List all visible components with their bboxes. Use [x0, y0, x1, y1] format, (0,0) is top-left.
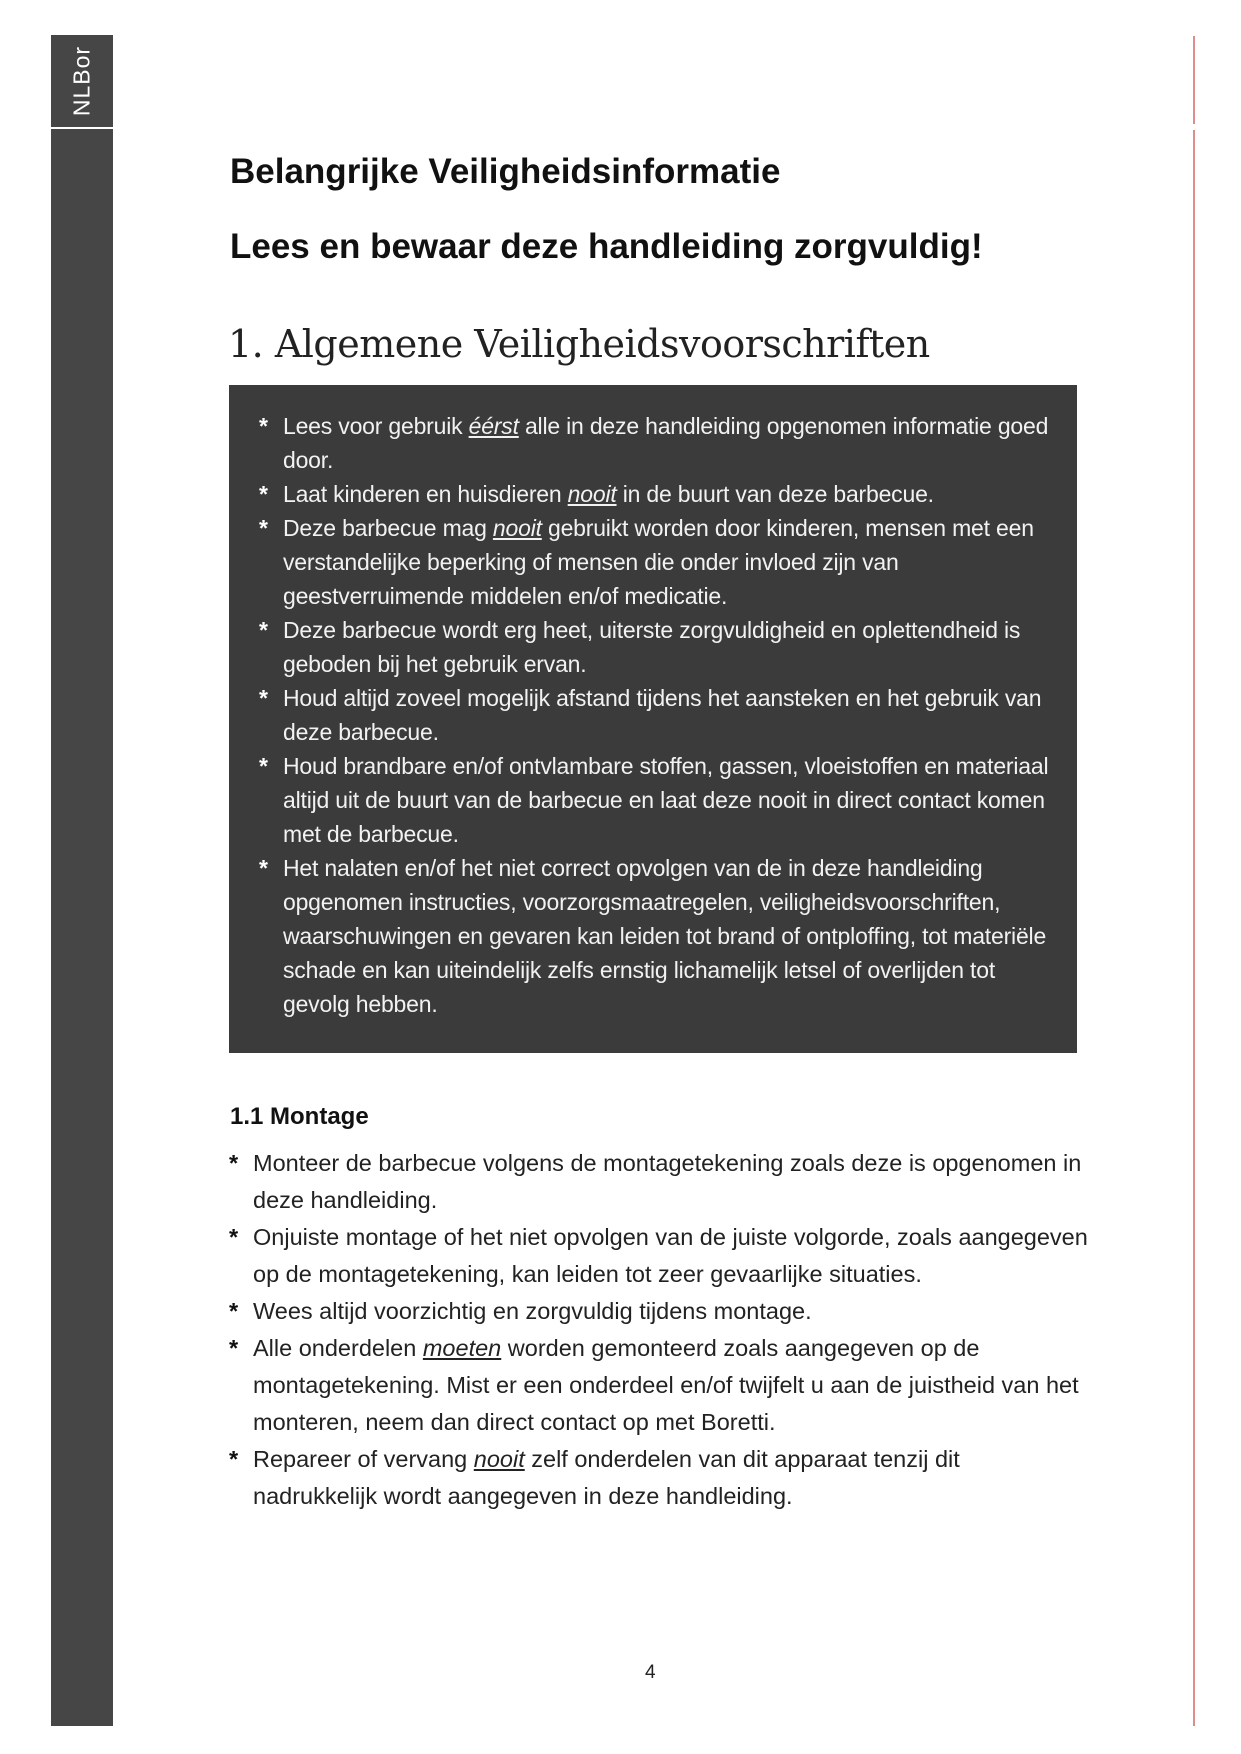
list-item: [229, 1293, 1089, 1330]
emphasis-word: nooit: [473, 1446, 525, 1472]
list-item-text: Alle onderdelen: [253, 1335, 423, 1361]
bullet-star-icon: *: [259, 685, 268, 711]
montage-rules-list: [229, 1145, 1089, 1515]
bullet-star-icon: *: [229, 1298, 239, 1324]
list-item: [259, 409, 1059, 477]
page-title: Belangrijke Veiligheidsinformatie: [230, 152, 781, 191]
right-margin-line: [1193, 36, 1195, 1726]
emphasis-word: nooit: [492, 515, 542, 541]
bullet-star-icon: *: [259, 481, 268, 507]
list-item: [259, 613, 1059, 681]
list-item: [259, 749, 1059, 851]
bullet-star-icon: *: [229, 1335, 239, 1361]
list-item: [259, 477, 1059, 511]
bullet-star-icon: *: [229, 1150, 239, 1176]
list-item: [229, 1219, 1089, 1293]
list-item-text: Deze barbecue mag: [283, 515, 493, 541]
list-item-text: zelf onderdelen van dit apparaat tenzij dit nadrukkelijk wordt aangegeven in deze handleiding.: [253, 1446, 960, 1509]
section-heading-montage: 1.1 Montage: [230, 1103, 369, 1130]
list-item: [259, 511, 1059, 613]
safety-rules-list: [259, 409, 1059, 1021]
list-item-text: Houd brandbare en/of ontvlambare stoffen, gassen, vloeistoffen en materiaal altijd uit de buurt van de barbecue en laat deze nooit in direct contact komen met de barbecue.: [283, 753, 1049, 847]
list-item-text: worden gemonteerd zoals aangegeven op de montagetekening. Mist er een onderdeel en/of twijfelt u aan de juistheid van het monteren, neem dan direct contact op met Boretti.: [253, 1335, 1079, 1435]
bullet-star-icon: *: [229, 1224, 239, 1250]
emphasis-word: éérst: [468, 413, 519, 439]
bullet-star-icon: *: [259, 753, 268, 779]
list-item-text: Het nalaten en/of het niet correct opvolgen van de in deze handleiding opgenomen instructies, voorzorgsmaatregelen, veiligheidsvoorschriften, waarschuwingen en gevaren kan leiden tot brand of ontploffing, tot materiële schade en kan uiteindelijk zelfs ernstig lichamelijk letsel of overlijden tot gevolg hebben.: [283, 855, 1047, 1017]
page-number: 4: [645, 1662, 656, 1683]
list-item-text: gebruikt worden door kinderen, mensen met een verstandelijke beperking of mensen die onder invloed zijn van geestverruimende middelen en/of medicatie.: [283, 515, 1034, 609]
list-item-text: Wees altijd voorzichtig en zorgvuldig tijdens montage.: [253, 1298, 812, 1324]
list-item: [229, 1145, 1089, 1219]
list-item: [229, 1441, 1089, 1515]
list-item: [229, 1330, 1089, 1441]
list-item-text: Onjuiste montage of het niet opvolgen van de juiste volgorde, zoals aangegeven op de montagetekening, kan leiden tot zeer gevaarlijke situaties.: [253, 1224, 1088, 1287]
emphasis-word: nooit: [567, 481, 617, 507]
bullet-star-icon: *: [229, 1446, 239, 1472]
section-heading-general-safety: 1. Algemene Veiligheidsvoorschriften: [228, 322, 930, 366]
safety-rules-box: [229, 385, 1077, 1053]
list-item: [259, 681, 1059, 749]
list-item-text: Repareer of vervang: [253, 1446, 474, 1472]
list-item-text: Monteer de barbecue volgens de montagetekening zoals deze is opgenomen in deze handleiding.: [253, 1150, 1082, 1213]
emphasis-word: moeten: [422, 1335, 502, 1361]
list-item-text: Houd altijd zoveel mogelijk afstand tijdens het aansteken en het gebruik van deze barbecue.: [283, 685, 1042, 745]
list-item-text: in de buurt van deze barbecue.: [616, 481, 934, 507]
list-item-text: Lees voor gebruik: [283, 413, 469, 439]
list-item-text: Laat kinderen en huisdieren: [283, 481, 568, 507]
list-item: [259, 851, 1059, 1021]
bullet-star-icon: *: [259, 413, 268, 439]
bullet-star-icon: *: [259, 855, 268, 881]
page-subtitle: Lees en bewaar deze handleiding zorgvuldig!: [230, 227, 983, 266]
bullet-star-icon: *: [259, 617, 268, 643]
bullet-star-icon: *: [259, 515, 268, 541]
list-item-text: alle in deze handleiding opgenomen informatie goed door.: [283, 413, 1049, 473]
language-tab-label: NLBor: [68, 45, 95, 117]
left-sidebar-bar: [51, 129, 113, 1726]
list-item-text: Deze barbecue wordt erg heet, uiterste zorgvuldigheid en oplettendheid is geboden bij het gebruik ervan.: [283, 617, 1021, 677]
language-tab: [51, 35, 113, 127]
